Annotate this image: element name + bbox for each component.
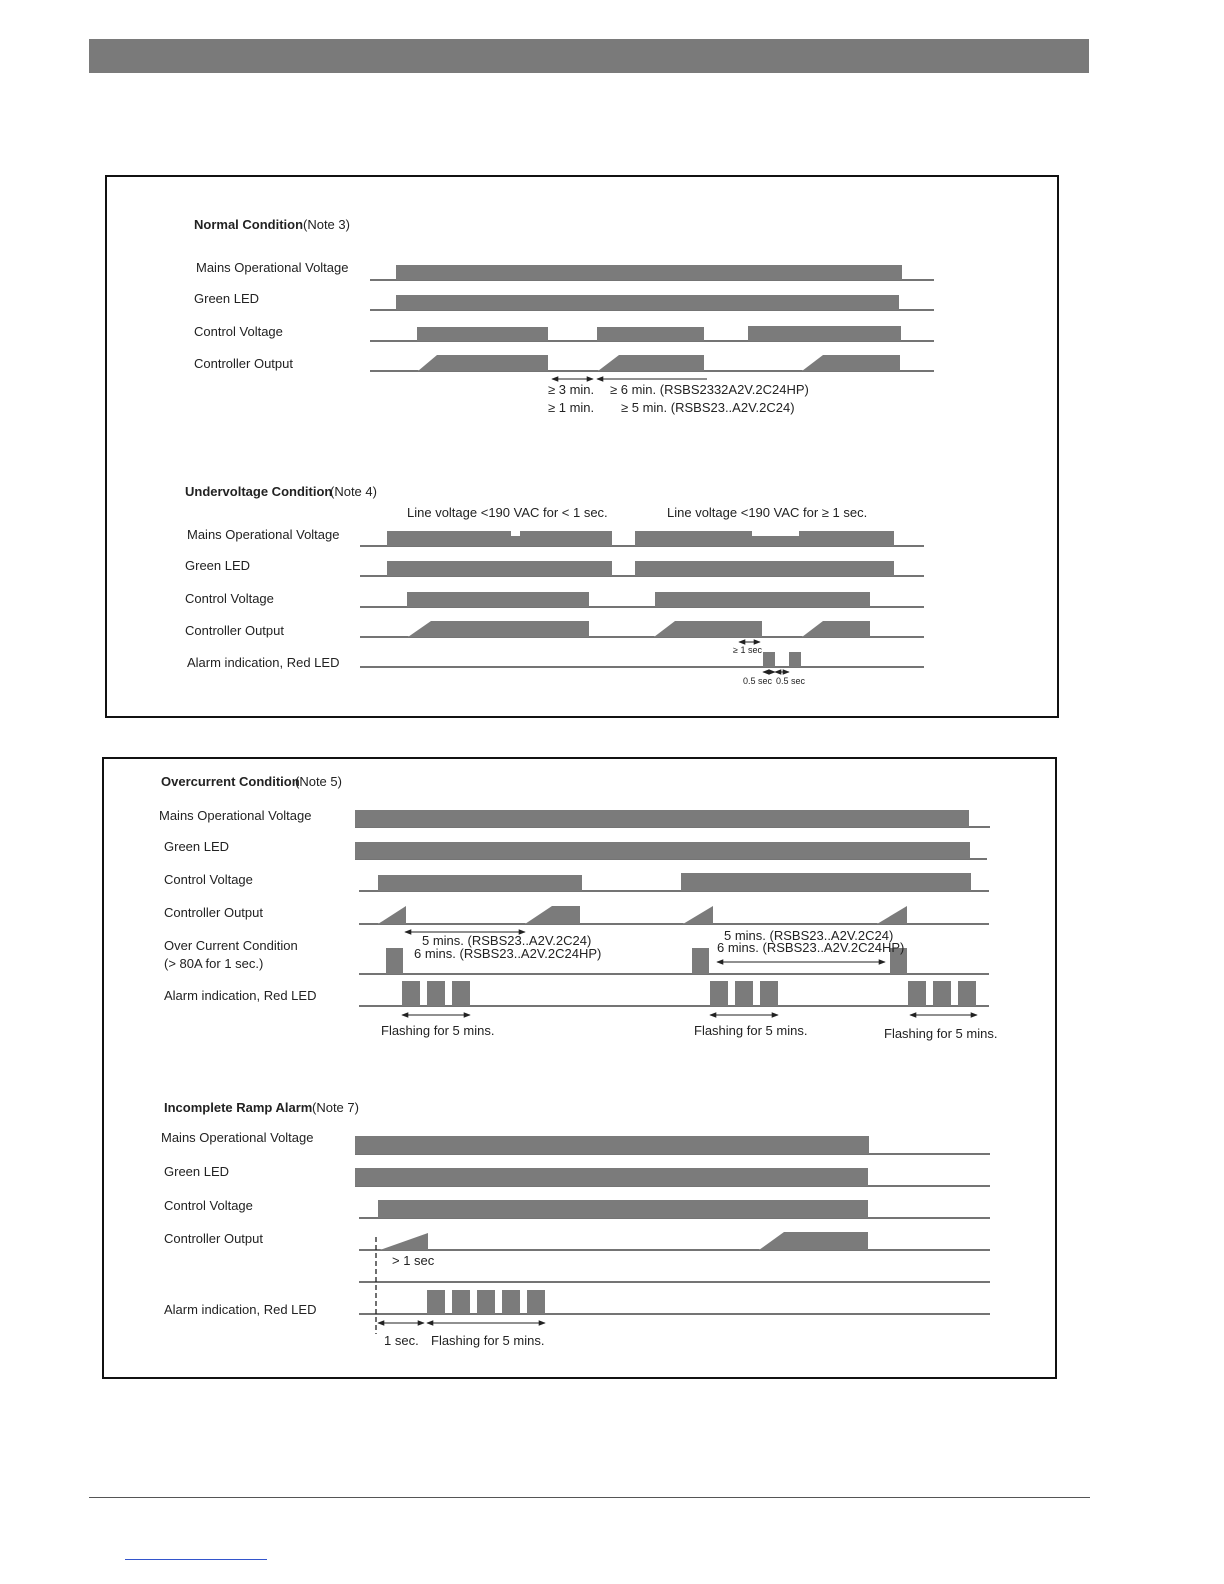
ramp-signal-green-led — [355, 1168, 990, 1186]
uv-signal-mains — [360, 531, 924, 546]
uv-row-mains: Mains Operational Voltage — [187, 527, 340, 542]
ramp-ann-flash: Flashing for 5 mins. — [431, 1333, 545, 1348]
ramp-ann-gt1sec: > 1 sec — [392, 1253, 435, 1268]
normal-row-mains: Mains Operational Voltage — [196, 260, 349, 275]
oc-signal-mains — [355, 810, 990, 827]
normal-condition-note: (Note 3) — [303, 217, 350, 232]
oc-signal-green-led — [355, 842, 987, 859]
normal-signal-controller-output — [370, 355, 934, 371]
undervoltage-note: (Note 4) — [330, 484, 377, 499]
normal-ann-6min: ≥ 6 min. (RSBS2332A2V.2C24HP) — [610, 382, 809, 397]
oc-flash-2: Flashing for 5 mins. — [694, 1023, 808, 1038]
uv-row-control-voltage: Control Voltage — [185, 591, 274, 606]
oc-ann-left-5mins: 5 mins. (RSBS23..A2V.2C24) — [422, 933, 592, 948]
oc-signal-controller-output — [359, 906, 989, 924]
ramp-row-control-voltage: Control Voltage — [164, 1198, 253, 1213]
timing-diagram-panel-1 — [105, 175, 1059, 718]
ramp-signal-control-voltage — [359, 1200, 990, 1218]
overcurrent-note: (Note 5) — [295, 774, 342, 789]
oc-flash-3: Flashing for 5 mins. — [884, 1026, 998, 1041]
normal-row-controller-output: Controller Output — [194, 356, 293, 371]
uv-ann-05sec-a: 0.5 sec — [743, 676, 773, 686]
timing-diagram-1 — [107, 177, 1061, 720]
normal-ann-5min: ≥ 5 min. (RSBS23..A2V.2C24) — [621, 400, 795, 415]
oc-row-overcurrent-1: Over Current Condition — [164, 938, 298, 953]
ramp-signal-controller-output — [359, 1232, 990, 1250]
undervoltage-line-lt1: Line voltage <190 VAC for < 1 sec. — [407, 505, 608, 520]
uv-signal-controller-output — [360, 621, 924, 637]
normal-ann-1min: ≥ 1 min. — [548, 400, 595, 415]
uv-signal-green-led — [360, 561, 924, 576]
oc-signal-alarm — [359, 981, 989, 1006]
ramp-timing-marker — [376, 1237, 545, 1334]
uv-row-green-led: Green LED — [185, 558, 251, 573]
oc-row-green-led: Green LED — [164, 839, 230, 854]
normal-signal-green-led — [370, 295, 934, 310]
oc-row-control-voltage: Control Voltage — [164, 872, 253, 887]
ramp-ann-1sec: 1 sec. — [384, 1333, 419, 1348]
timing-diagram-panel-2 — [102, 757, 1057, 1379]
footer-link-underline[interactable] — [125, 1559, 267, 1560]
uv-row-controller-output: Controller Output — [185, 623, 284, 638]
oc-row-mains: Mains Operational Voltage — [159, 808, 312, 823]
oc-row-alarm: Alarm indication, Red LED — [164, 988, 317, 1003]
overcurrent-title: Overcurrent Condition — [161, 774, 300, 789]
uv-signal-control-voltage — [360, 592, 924, 607]
uv-ann-05sec-b: 0.5 sec — [776, 676, 806, 686]
normal-row-control-voltage: Control Voltage — [194, 324, 283, 339]
normal-signal-control-voltage — [370, 326, 934, 341]
ramp-signal-mains — [355, 1136, 990, 1154]
normal-condition-title: Normal Condition — [194, 217, 304, 232]
oc-row-overcurrent-2: (> 80A for 1 sec.) — [164, 956, 264, 971]
uv-signal-alarm — [360, 652, 924, 667]
ramp-row-mains: Mains Operational Voltage — [161, 1130, 314, 1145]
undervoltage-title: Undervoltage Condition — [185, 484, 333, 499]
oc-ann-right-5mins: 5 mins. (RSBS23..A2V.2C24) — [724, 928, 894, 943]
oc-signal-control-voltage — [359, 873, 989, 891]
normal-signal-mains — [370, 265, 934, 280]
ramp-alarm-note: (Note 7) — [312, 1100, 359, 1115]
footer-rule — [89, 1497, 1090, 1498]
normal-row-green-led: Green LED — [194, 291, 260, 306]
uv-row-alarm: Alarm indication, Red LED — [187, 655, 340, 670]
ramp-alarm-title: Incomplete Ramp Alarm — [164, 1100, 313, 1115]
ramp-row-alarm: Alarm indication, Red LED — [164, 1302, 317, 1317]
undervoltage-line-ge1: Line voltage <190 VAC for ≥ 1 sec. — [667, 505, 868, 520]
oc-ann-right-6mins: 6 mins. (RSBS23..A2V.2C24HP) — [717, 940, 905, 955]
uv-ann-1sec: ≥ 1 sec — [733, 645, 762, 655]
ramp-signal-alarm — [359, 1282, 990, 1314]
oc-row-controller-output: Controller Output — [164, 905, 263, 920]
ramp-row-controller-output: Controller Output — [164, 1231, 263, 1246]
timing-diagram-2 — [104, 759, 1059, 1381]
oc-flash-1: Flashing for 5 mins. — [381, 1023, 495, 1038]
normal-ann-3min: ≥ 3 min. — [548, 382, 595, 397]
header-bar — [89, 39, 1089, 73]
oc-ann-left-6mins: 6 mins. (RSBS23..A2V.2C24HP) — [414, 946, 602, 961]
ramp-row-green-led: Green LED — [164, 1164, 230, 1179]
